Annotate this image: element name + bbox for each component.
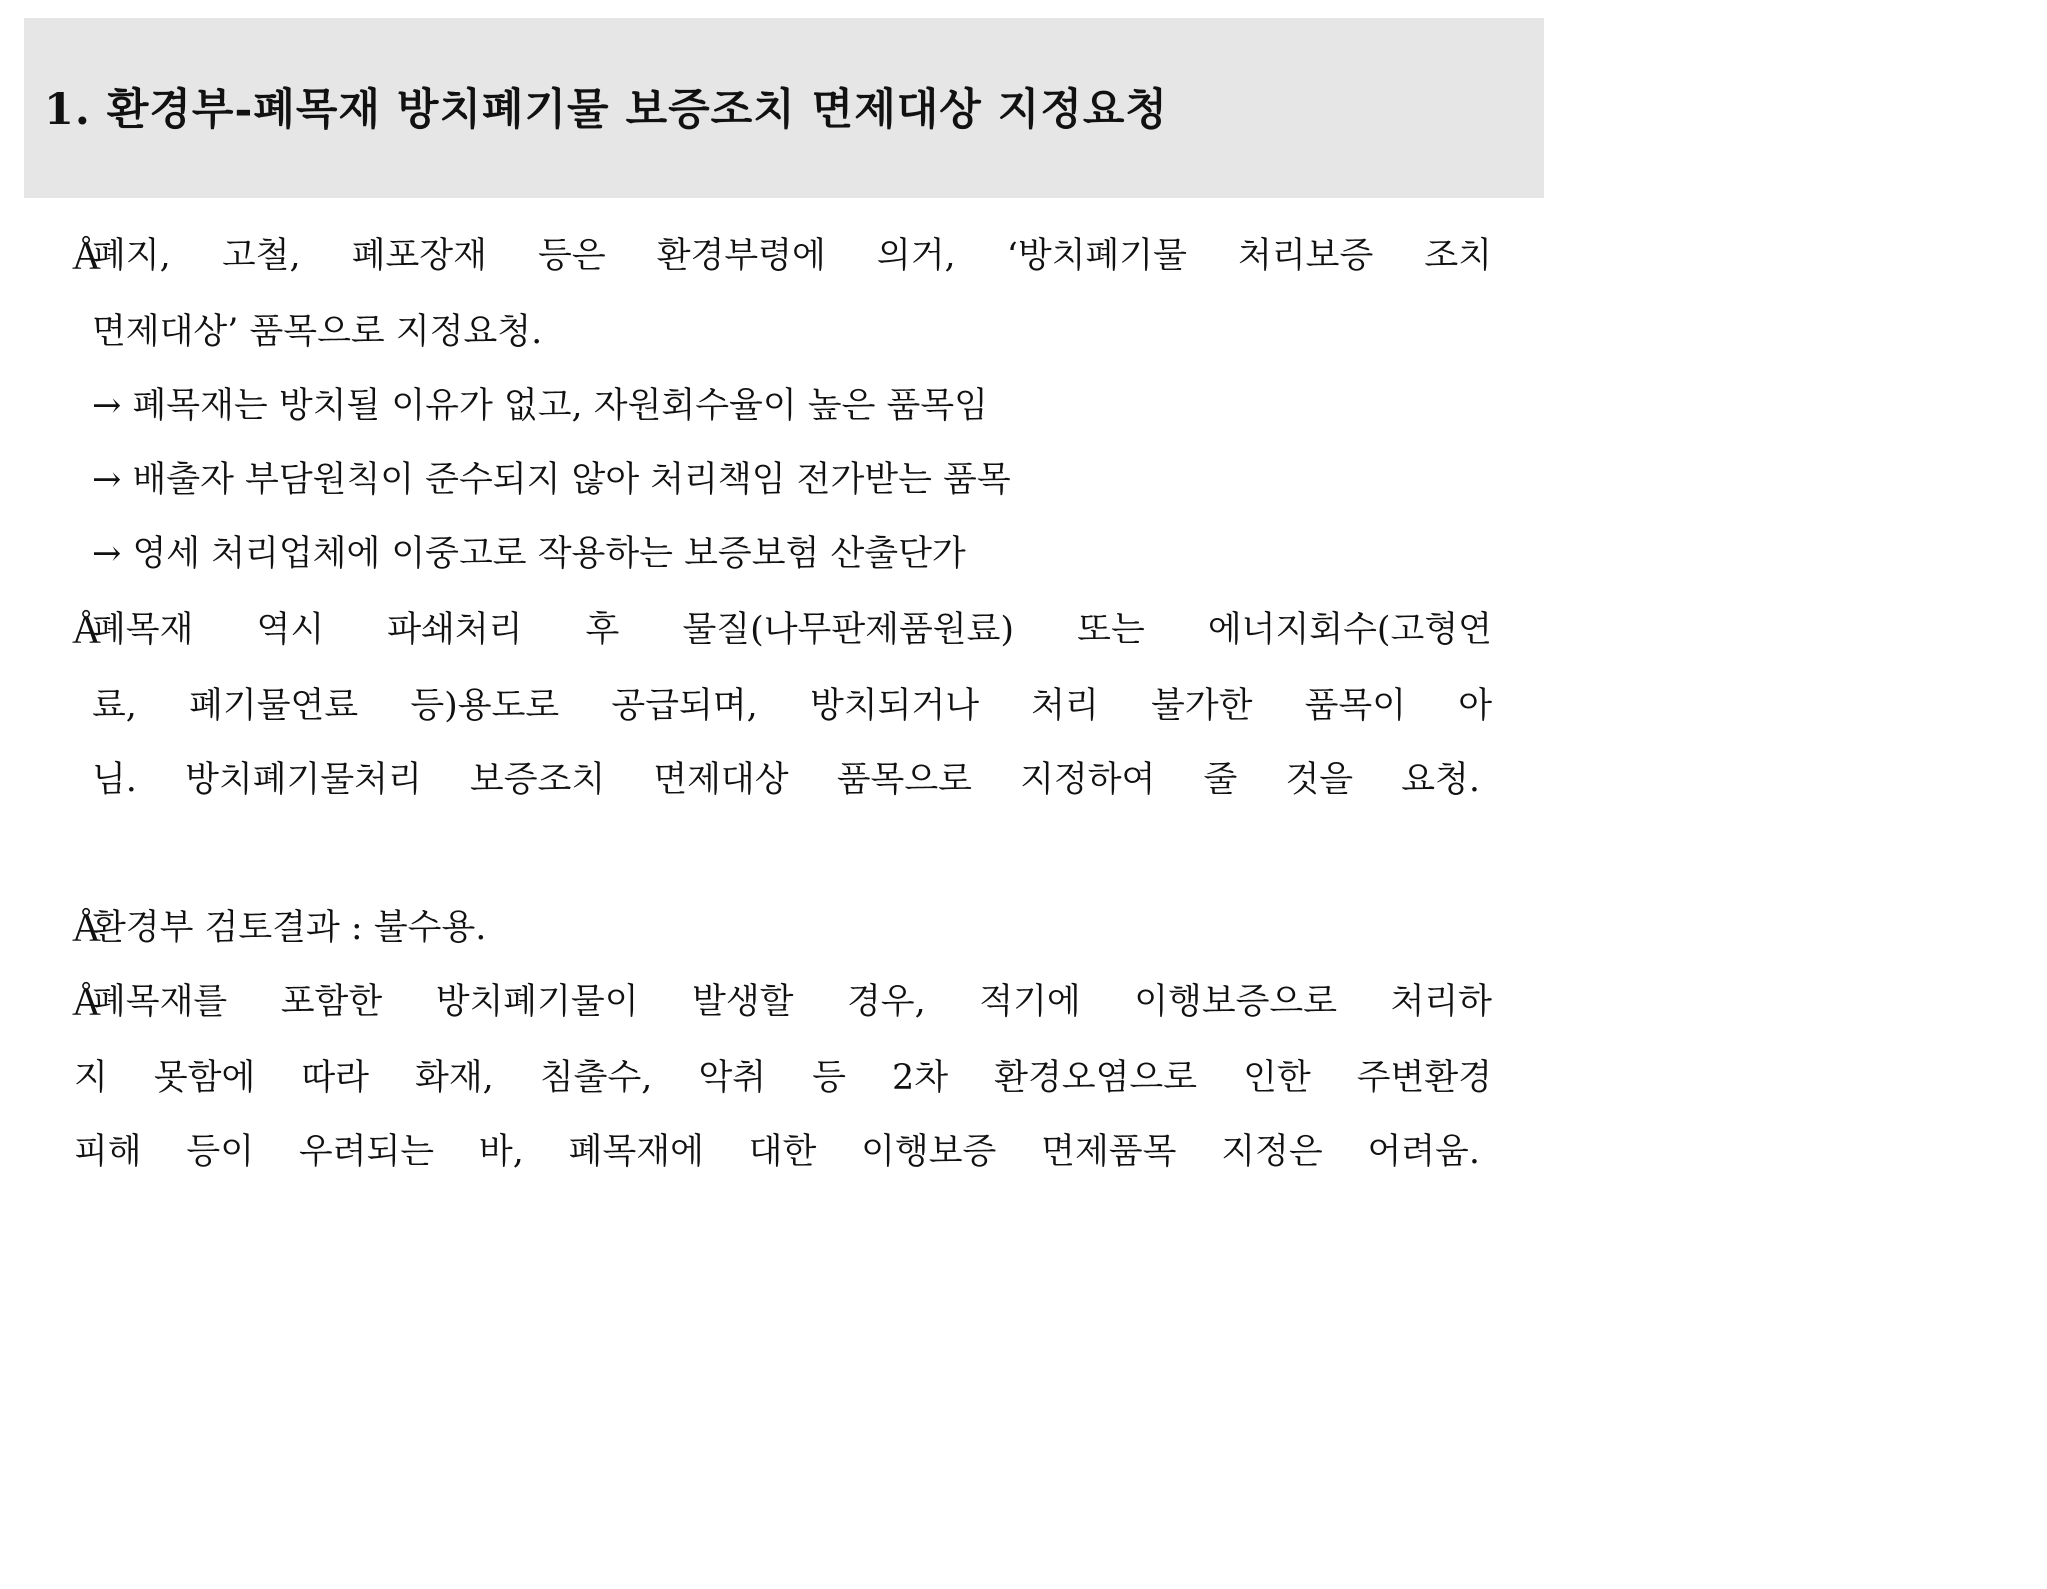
request-item2-line3: 님. 방치폐기물처리 보증조치 면제대상 품목으로 지정하여 줄 것을 요청. — [92, 760, 1480, 800]
request-item2-line2: 료, 폐기물연료 등)용도로 공급되며, 방치되거나 처리 불가한 품목이 아 — [92, 686, 1492, 726]
bullet-marker: Å — [72, 905, 101, 950]
request-item1-line1: 폐지, 고철, 폐포장재 등은 환경부령에 의거, ‘방치폐기물 처리보증 조치 — [92, 236, 1492, 276]
request-arrow-point-2: → 배출자 부담원칙이 준수되지 않아 처리책임 전가받는 품목 — [92, 460, 1011, 500]
bullet-marker: Å — [72, 233, 101, 278]
bullet-marker: Å — [72, 607, 101, 652]
review-detail-line2: 지 못함에 따라 화재, 침출수, 악취 등 2차 환경오염으로 인한 주변환경 — [74, 1058, 1492, 1098]
bullet-marker: Å — [72, 979, 101, 1024]
section-title: 1. 환경부-폐목재 방치폐기물 보증조치 면제대상 지정요청 — [44, 85, 1168, 135]
request-item1-line2: 면제대상’ 품목으로 지정요청. — [92, 312, 543, 352]
review-detail-line3: 피해 등이 우려되는 바, 폐목재에 대한 이행보증 면제품목 지정은 어려움. — [74, 1132, 1480, 1172]
section-header-band — [24, 18, 1544, 198]
request-item2-line1: 폐목재 역시 파쇄처리 후 물질(나무판제품원료) 또는 에너지회수(고형연 — [92, 610, 1492, 650]
request-arrow-point-3: → 영세 처리업체에 이중고로 작용하는 보증보험 산출단가 — [92, 534, 966, 574]
review-result: 환경부 검토결과 : 불수용. — [92, 908, 487, 948]
review-detail-line1: 폐목재를 포함한 방치폐기물이 발생할 경우, 적기에 이행보증으로 처리하 — [92, 982, 1492, 1022]
request-arrow-point-1: → 폐목재는 방치될 이유가 없고, 자원회수율이 높은 품목임 — [92, 386, 988, 426]
